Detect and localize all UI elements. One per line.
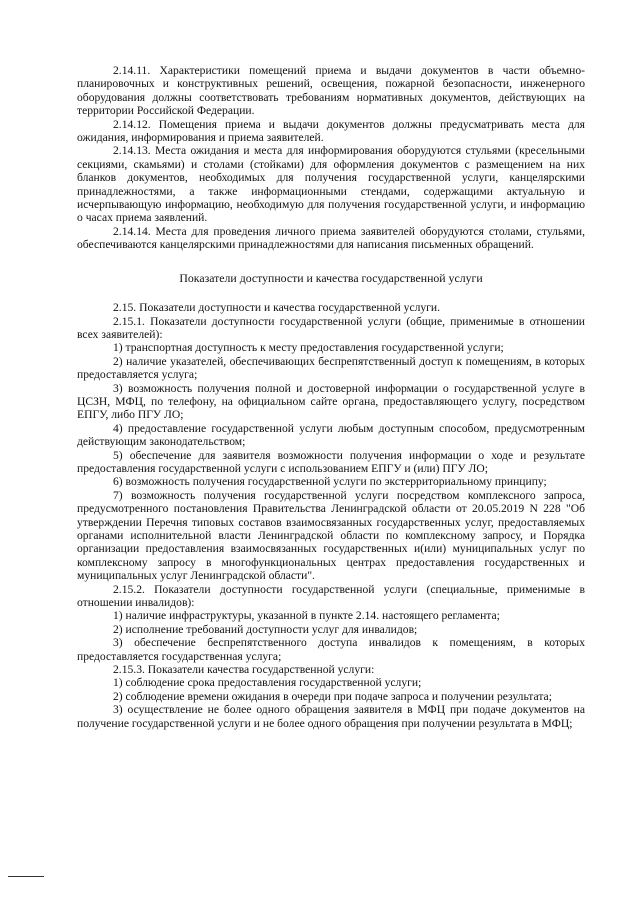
- list-item-general-4: 4) предоставление государственной услуги любым доступным способом, предусмотренным действующим законодательством;: [77, 421, 585, 449]
- document-body: [77, 64, 585, 730]
- paragraph-2-15-2: 2.15.2. Показатели доступности государственной услуги (специальные, применимые в отношении инвалидов):: [77, 582, 585, 610]
- list-item-quality-2: 2) соблюдение времени ожидания в очереди при подаче запроса и получении результата;: [113, 689, 552, 703]
- list-item-general-5: 5) обеспечение для заявителя возможности получения информации о ходе и результате предоставления государственной услуги с использованием ЕПГУ и (или) ПГУ ЛО;: [77, 448, 585, 475]
- list-item-quality-3: 3) осуществление не более одного обращения заявителя в МФЦ при подаче документов на получение государственной услуги и не более одного обращения при получении результата в МФЦ;: [77, 703, 585, 730]
- list-item-special-3: 3) обеспечение беспрепятственного доступа инвалидов к помещениям, в которых предоставляется государственная услуга;: [77, 636, 585, 663]
- list-item-general-3: 3) возможность получения полной и достоверной информации о государственной услуге в ЦСЗН, МФЦ, по телефону, на официальном сайте органа, предоставляющего услугу, посредством ЕПГУ, либо ПГУ ЛО;: [77, 381, 585, 422]
- footer-divider: [8, 876, 44, 877]
- paragraph-2-15: 2.15. Показатели доступности и качества государственной услуги.: [113, 301, 441, 315]
- list-item-quality-1: 1) соблюдение срока предоставления государственной услуги;: [113, 676, 422, 690]
- section-heading: Показатели доступности и качества государственной услуги: [179, 270, 483, 285]
- paragraph-2-14-14: 2.14.14. Места для проведения личного приема заявителей оборудуются столами, стульями, обеспечиваются канцелярскими принадлежностями для написания письменных обращений.: [77, 224, 585, 252]
- paragraph-2-14-12: 2.14.12. Помещения приема и выдачи документов должны предусматривать места для ожидания, информирования и приема заявителей.: [77, 117, 585, 145]
- list-item-special-2: 2) исполнение требований доступности услуг для инвалидов;: [113, 622, 418, 636]
- list-item-general-6: 6) возможность получения государственной услуги по экстерриториальному принципу;: [113, 475, 547, 489]
- paragraph-2-15-1: 2.15.1. Показатели доступности государственной услуги (общие, применимые в отношении всех заявителей):: [77, 314, 585, 341]
- paragraph-2-15-3: 2.15.3. Показатели качества государственной услуги:: [113, 663, 375, 677]
- list-item-special-1: 1) наличие инфраструктуры, указанной в пункте 2.14. настоящего регламента;: [113, 609, 500, 623]
- paragraph-2-14-11: 2.14.11. Характеристики помещений приема и выдачи документов в части объемно-планировочных и конструктивных решений, освещения, пожарной безопасности, инженерного оборудования должны соответствовать требованиям нормативных документов, действующих на территории Российской Федерации.: [77, 64, 585, 118]
- list-item-general-1: 1) транспортная доступность к месту предоставления государственной услуги;: [113, 341, 504, 355]
- list-item-general-2: 2) наличие указателей, обеспечивающих беспрепятственный доступ к помещениям, в которых предоставляется услуга;: [77, 354, 585, 382]
- list-item-general-7: 7) возможность получения государственной услуги посредством комплексного запроса, предусмотренного постановления Правительства Ленинградской области от 20.05.2019 N 228 "Об утверждении Перечня типовых составов взаимосвязанных государственных услуг, предоставляемых органами исполнительной власти Ленинградской области по комплексному запросу, и Порядка организации предоставления взаимосвязанных государственных и(или) муниципальных услуг по комплексному запросу в многофункциональных центрах предоставления государственных и муниципальных услуг Ленинградской области".: [77, 488, 585, 583]
- paragraph-2-14-13: 2.14.13. Места ожидания и места для информирования оборудуются стульями (кресельными секциями, скамьями) и столами (стойками) для оформления документов с размещением на них бланков документов, необходимых для получения государственной услуги, канцелярскими принадлежностями, а также информационными стендами, содержащими актуальную и исчерпывающую информацию, необходимую для получения государственной услуги, и информацию о часах приема заявлений.: [77, 144, 585, 225]
